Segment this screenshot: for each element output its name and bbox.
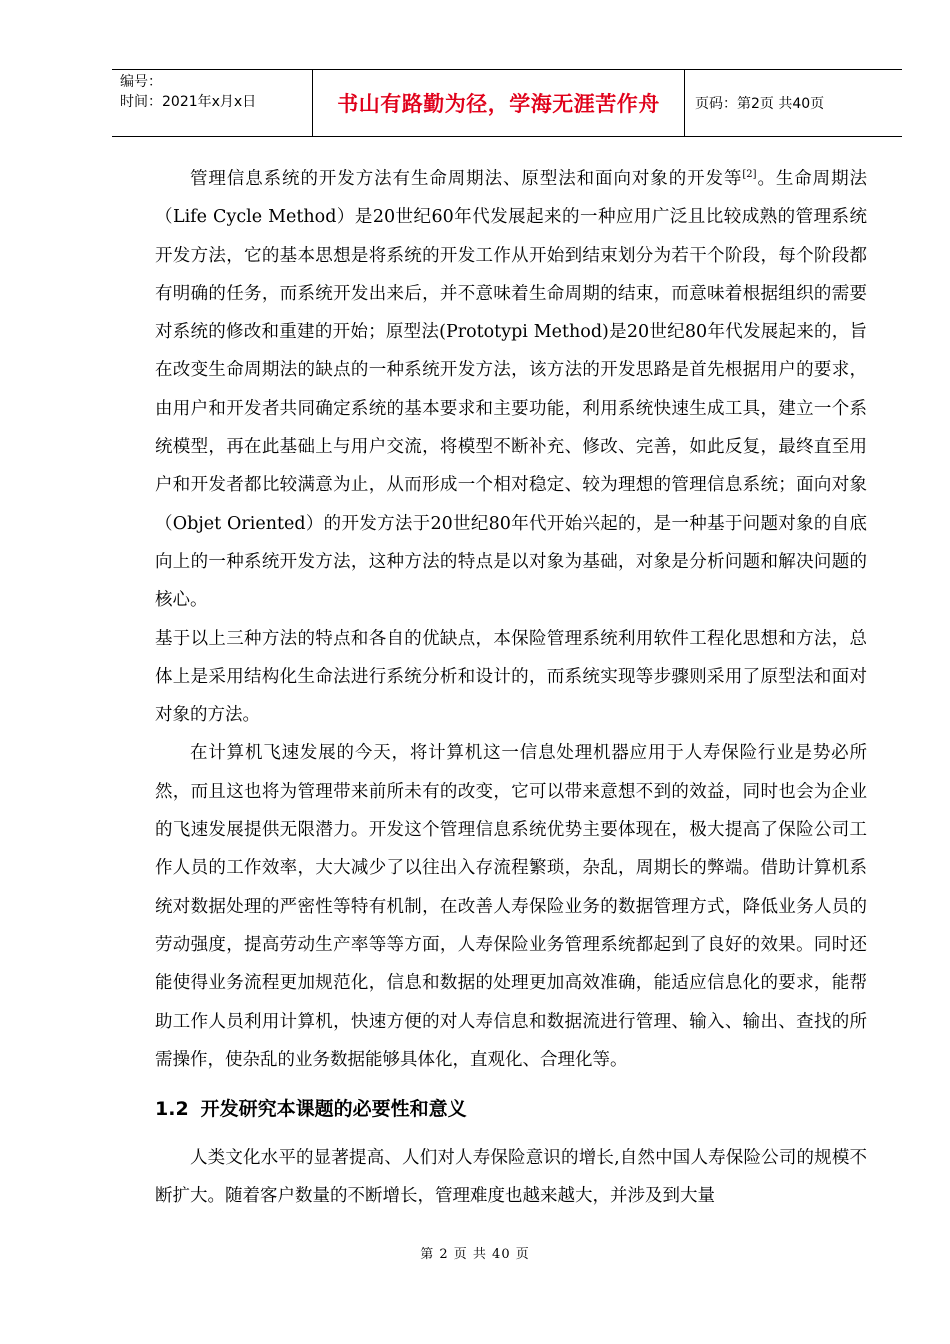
header-page-label: 页码：第2页 共40页 (695, 96, 825, 112)
citation-ref: [2] (742, 169, 757, 181)
paragraph-advantages: 在计算机飞速发展的今天，将计算机这一信息处理机器应用于人寿保险行业是势必所然，而且这也将为管理带来前所未有的改变，它可以带来意想不到的效益，同时也会为企业的飞速发展提供无限潜力。开发这个管理信息系统优势主要体现在，极大提高了保险公司工作人员的工作效率，大大减少了以往出入存流程繁琐，杂乱，周期长的弊端。借助计算机系统对数据处理的严密性等特有机制，在改善人寿保险业务的数据管理方式，降低业务人员的劳动强度，提高劳动生产率等等方面，人寿保险业务管理系统都起到了良好的效果。同时还能使得业务流程更加规范化，信息和数据的处理更加高效准确，能适应信息化的要求，能帮助工作人员利用计算机，快速方便的对人寿信息和数据流进行管理、输入、输出、查找的所需操作，使杂乱的业务数据能够具体化，直观化、合理化等。 (155, 743, 867, 1070)
section-heading (155, 1089, 867, 1129)
document-number-label: 编号： (120, 74, 162, 90)
header-motto: 书山有路勤为径，学海无涯苦作舟 (337, 92, 660, 116)
paragraph-necessity: 人类文化水平的显著提高、人们对人寿保险意识的增长,自然中国人寿保险公司的规模不断扩大。随着客户数量的不断增长，管理难度也越来越大，并涉及到大量 (155, 1148, 867, 1207)
paragraph-methods (155, 160, 867, 620)
paragraph-methods-intro: 管理信息系统的开发方法有生命周期法、原型法和面向对象的开发等 (190, 169, 743, 189)
header-motto-cell (313, 70, 685, 136)
paragraph-approach: 基于以上三种方法的特点和各自的优缺点，本保险管理系统利用软件工程化思想和方法，总体上是采用结构化生命法进行系统分析和设计的，而系统实现等步骤则采用了原型法和面对对象的方法。 (155, 628, 867, 726)
page-header (112, 69, 902, 137)
document-time-label: 时间：2021年x月x日 (120, 94, 257, 110)
document-body (155, 160, 867, 1216)
paragraph-methods-body: 。生命周期法（Life Cycle Method）是20世纪60年代发展起来的一种应用广泛且比较成熟的管理系统开发方法，它的基本思想是将系统的开发工作从开始到结束划分为若干个阶段，每个阶段都有明确的任务，而系统开发出来后，并不意味着生命周期的结束，而意味着根据组织的需要对系统的修改和重建的开始；原型法(Prototypi Method)是20世纪80年代发展起来的，旨在改变生命周期法的缺点的一种系统开发方法，该方法的开发思路是首先根据用户的要求，由用户和开发者共同确定系统的基本要求和主要功能，利用系统快速生成工具，建立一个系统模型，再在此基础上与用户交流，将模型不断补充、修改、完善，如此反复，最终直至用户和开发者都比较满意为止，从而形成一个相对稳定、较为理想的管理信息系统；面向对象（Objet Oriented）的开发方法于20世纪80年代开始兴起的，是一种基于问题对象的自底向上的一种系统开发方法，这种方法的特点是以对象为基础，对象是分析问题和解决问题的核心。 (155, 169, 868, 611)
header-page-cell (685, 70, 902, 136)
page-footer: 第 2 页 共 40 页 (420, 1247, 530, 1262)
section-number: 1.2 (155, 1098, 189, 1121)
section-title: 开发研究本课题的必要性和意义 (200, 1098, 467, 1121)
header-meta (112, 70, 313, 136)
